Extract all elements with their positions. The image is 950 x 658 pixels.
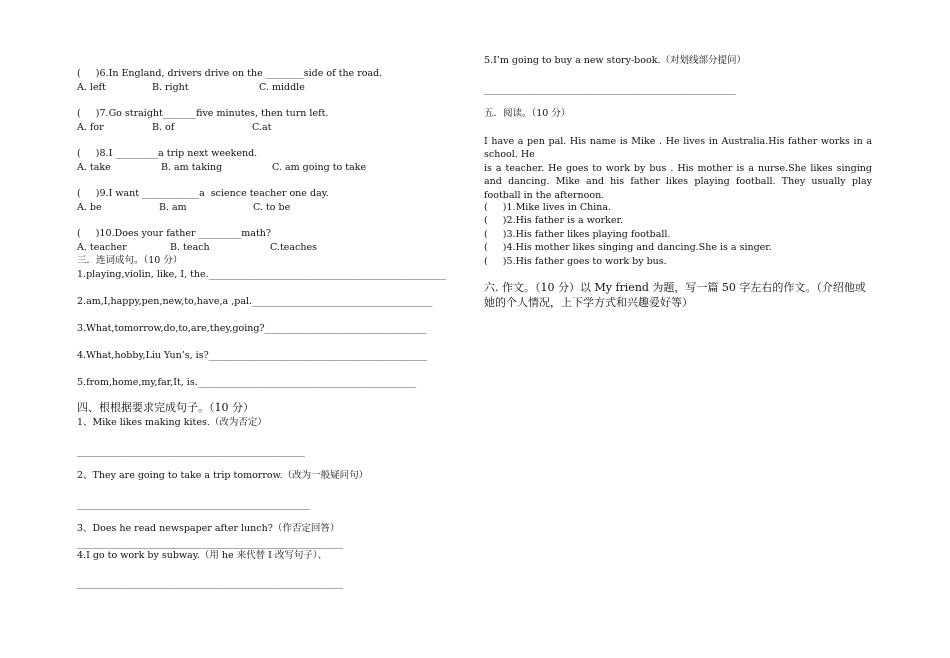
tf-item-2: ( )2.His father is a worker. bbox=[484, 215, 623, 226]
section-6-composition: 六. 作文。（10 分）以 My friend 为题，写一篇 50 字左右的作文。（介绍他或她的个人情况，上下学方式和兴趣爱好等） bbox=[484, 281, 866, 309]
q6-option-a: A. left bbox=[77, 82, 106, 93]
section-3-item-5: 5.from,home,my,far,It, is.______________________________________________ bbox=[77, 377, 417, 388]
question-5-answer-line: _____________________________________________________ bbox=[484, 84, 736, 95]
q6-option-b: B. right bbox=[152, 82, 189, 93]
q8-option-a: A. take bbox=[77, 162, 111, 173]
question-6: ( )6.In England, drivers drive on the ________side of the road. bbox=[77, 68, 383, 79]
question-9: ( )9.I want ____________a science teacher one day. bbox=[77, 188, 329, 199]
q10-option-c: C.teaches bbox=[270, 242, 317, 253]
q9-option-c: C. to be bbox=[253, 202, 291, 213]
section-5-title: 五．阅读。（10 分） bbox=[484, 108, 571, 119]
section-4-title: 四、根根据要求完成句子。（10 分） bbox=[77, 401, 254, 414]
q7-option-b: B. of bbox=[152, 122, 175, 133]
section-3-title: 三．连词成句。（10 分） bbox=[77, 255, 183, 266]
section-4-q3: 3、Does he read newspaper after lunch?（作否定回答） bbox=[77, 523, 340, 534]
section-4-q2: 2、They are going to take a trip tomorrow.（改为一般疑问句） bbox=[77, 470, 369, 481]
section-3-item-1: 1.playing,violin, like, I, the.__________________________________________________ bbox=[77, 269, 447, 280]
q9-option-b: B. am bbox=[159, 202, 187, 213]
q7-option-a: A. for bbox=[77, 122, 104, 133]
question-7: ( )7.Go straight_______five minutes, then turn left. bbox=[77, 108, 329, 119]
reading-passage-line-1: I have a pen pal. His name is Mike . He lives in Australia.His father works in a school. He bbox=[484, 136, 872, 161]
tf-item-5: ( )5.His father goes to work by bus. bbox=[484, 256, 667, 267]
tf-item-1: ( )1.Mike lives in China. bbox=[484, 202, 612, 213]
section-4-q2-answer-line: _________________________________________________ bbox=[77, 499, 310, 510]
section-3-item-4: 4.What,hobby,Liu Yun’s, is?______________________________________________ bbox=[77, 350, 428, 361]
section-4-q3-answer-line: ________________________________________________________ bbox=[77, 538, 343, 549]
q9-option-a: A. be bbox=[77, 202, 102, 213]
section-4-q4: 4.I go to work by subway.（用 he 来代替 I 改写句子）、 bbox=[77, 550, 328, 561]
q8-option-c: C. am going to take bbox=[272, 162, 367, 173]
tf-item-4: ( )4.His mother likes singing and dancing.She is a singer. bbox=[484, 242, 772, 253]
section-3-item-3: 3.What,tomorrow,do,to,are,they,going?__________________________________ bbox=[77, 323, 427, 334]
question-10: ( )10.Does your father _________math? bbox=[77, 228, 271, 239]
question-5-rewrite: 5.I’m going to buy a new story-book.（对划线部分提问） bbox=[484, 55, 746, 66]
reading-passage-line-2: is a teacher. He goes to work by bus . His mother is a nurse.She likes singing and dancing. Mike and his father likes playing football. They usually play football in the afternoon. bbox=[484, 163, 872, 201]
q10-option-a: A. teacher bbox=[77, 242, 127, 253]
q10-option-b: B. teach bbox=[170, 242, 210, 253]
tf-item-3: ( )3.His father likes playing football. bbox=[484, 229, 671, 240]
section-4-q1: 1、Mike likes making kites.（改为否定） bbox=[77, 417, 267, 428]
section-3-item-2: 2.am,I,happy,pen,new,to,have,a ,pal.______________________________________ bbox=[77, 296, 433, 307]
section-4-q1-answer-line: ________________________________________________ bbox=[77, 446, 305, 457]
q8-option-b: B. am taking bbox=[161, 162, 223, 173]
q7-option-c: C.at bbox=[252, 122, 272, 133]
question-8: ( )8.I _________a trip next weekend. bbox=[77, 148, 258, 159]
q6-option-c: C. middle bbox=[259, 82, 305, 93]
section-4-q4-answer-line: ________________________________________________________ bbox=[77, 578, 343, 589]
